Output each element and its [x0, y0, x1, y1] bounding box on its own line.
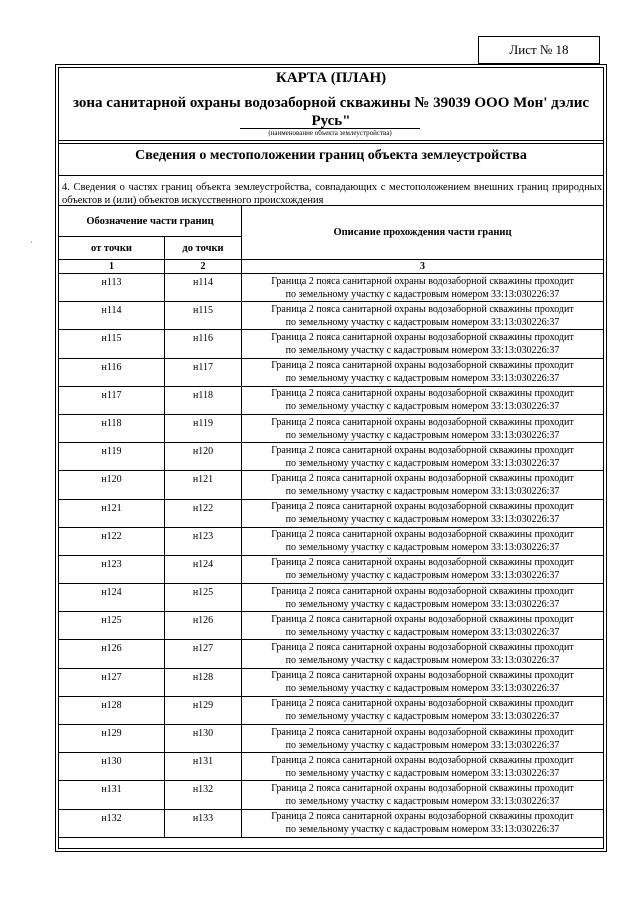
description-line-1: Граница 2 пояса санитарной охраны водозаборной скважины проходит [271, 726, 574, 738]
point-from: н114 [59, 302, 165, 330]
description-line-1: Граница 2 пояса санитарной охраны водозаборной скважины проходит [271, 360, 574, 372]
boundary-description [242, 612, 604, 640]
table-row [59, 330, 604, 358]
table-row [59, 696, 604, 724]
description-line-1: Граница 2 пояса санитарной охраны водозаборной скважины проходит [271, 275, 574, 287]
table-row [59, 358, 604, 386]
point-to: н128 [165, 668, 242, 696]
margin-mark: ˙ [30, 240, 33, 250]
boundary-table [58, 205, 604, 838]
section-title: Сведения о местоположении границ объекта землеустройства [135, 148, 527, 163]
boundary-description [242, 302, 604, 330]
description-line-1: Граница 2 пояса санитарной охраны водозаборной скважины проходит [271, 698, 574, 710]
point-to: н123 [165, 527, 242, 555]
point-to: н122 [165, 499, 242, 527]
table-row [59, 499, 604, 527]
divider-top-double [58, 143, 604, 144]
boundary-description [242, 668, 604, 696]
description-line-2: по земельному участку с кадастровым номером 33:13:030226:37 [285, 739, 560, 751]
point-from: н128 [59, 696, 165, 724]
point-from: н132 [59, 809, 165, 837]
divider-top [58, 140, 604, 141]
description-line-1: Граница 2 пояса санитарной охраны водозаборной скважины проходит [271, 501, 574, 513]
table-row [59, 668, 604, 696]
column-number-2: 2 [165, 260, 242, 274]
description-line-2: по земельному участку с кадастровым номером 33:13:030226:37 [285, 795, 560, 807]
sheet-number: Лист № 18 [478, 36, 600, 64]
point-from: н127 [59, 668, 165, 696]
point-to: н116 [165, 330, 242, 358]
description-line-1: Граница 2 пояса санитарной охраны водозаборной скважины проходит [271, 670, 574, 682]
point-to: н121 [165, 471, 242, 499]
description-line-2: по земельному участку с кадастровым номером 33:13:030226:37 [285, 542, 560, 554]
point-to: н117 [165, 358, 242, 386]
point-from: н115 [59, 330, 165, 358]
point-from: н124 [59, 584, 165, 612]
point-to: н127 [165, 640, 242, 668]
header-description: Описание прохождения части границ [242, 206, 604, 260]
description-line-1: Граница 2 пояса санитарной охраны водозаборной скважины проходит [271, 585, 574, 597]
point-to: н115 [165, 302, 242, 330]
table-row [59, 471, 604, 499]
section-description: 4. Сведения о частях границ объекта землеустройства, совпадающих с местоположением внешних границ природных объектов и (или) объектов искусственного происхождения [62, 182, 602, 206]
table-row [59, 584, 604, 612]
boundary-description [242, 527, 604, 555]
point-from: н131 [59, 781, 165, 809]
point-from: н122 [59, 527, 165, 555]
description-line-2: по земельному участку с кадастровым номером 33:13:030226:37 [285, 626, 560, 638]
table-row [59, 753, 604, 781]
description-line-2: по земельному участку с кадастровым номером 33:13:030226:37 [285, 429, 560, 441]
description-line-2: по земельному участку с кадастровым номером 33:13:030226:37 [285, 316, 560, 328]
point-to: н132 [165, 781, 242, 809]
boundary-description [242, 584, 604, 612]
table-row [59, 386, 604, 414]
point-to: н124 [165, 555, 242, 583]
description-line-2: по земельному участку с кадастровым номером 33:13:030226:37 [285, 344, 560, 356]
point-to: н114 [165, 274, 242, 302]
point-to: н120 [165, 443, 242, 471]
boundary-description [242, 414, 604, 442]
point-from: н121 [59, 499, 165, 527]
point-to: н118 [165, 386, 242, 414]
description-line-1: Граница 2 пояса санитарной охраны водозаборной скважины проходит [271, 811, 574, 823]
description-line-1: Граница 2 пояса санитарной охраны водозаборной скважины проходит [271, 782, 574, 794]
description-line-2: по земельному участку с кадастровым номером 33:13:030226:37 [285, 401, 560, 413]
description-line-2: по земельному участку с кадастровым номером 33:13:030226:37 [285, 288, 560, 300]
description-line-1: Граница 2 пояса санитарной охраны водозаборной скважины проходит [271, 444, 574, 456]
table-row [59, 302, 604, 330]
point-from: н125 [59, 612, 165, 640]
object-caption: (наименование объекта землеустройства) [240, 128, 420, 137]
boundary-description [242, 358, 604, 386]
description-line-2: по земельному участку с кадастровым номером 33:13:030226:37 [285, 683, 560, 695]
point-to: н130 [165, 725, 242, 753]
point-from: н116 [59, 358, 165, 386]
description-line-2: по земельному участку с кадастровым номером 33:13:030226:37 [285, 767, 560, 779]
boundary-description [242, 274, 604, 302]
description-line-1: Граница 2 пояса санитарной охраны водозаборной скважины проходит [271, 529, 574, 541]
description-line-2: по земельному участку с кадастровым номером 33:13:030226:37 [285, 655, 560, 667]
description-line-2: по земельному участку с кадастровым номером 33:13:030226:37 [285, 824, 560, 836]
point-from: н113 [59, 274, 165, 302]
table-row [59, 555, 604, 583]
table-row [59, 781, 604, 809]
header-from: от точки [59, 237, 165, 260]
column-number-1: 1 [59, 260, 165, 274]
description-line-2: по земельному участку с кадастровым номером 33:13:030226:37 [285, 514, 560, 526]
description-line-2: по земельному участку с кадастровым номером 33:13:030226:37 [285, 570, 560, 582]
description-line-1: Граница 2 пояса санитарной охраны водозаборной скважины проходит [271, 303, 574, 315]
description-line-2: по земельному участку с кадастровым номером 33:13:030226:37 [285, 457, 560, 469]
document-subtitle: зона санитарной охраны водозаборной скважины № 39039 ООО Мон' дэлис Русь" [72, 95, 590, 129]
description-line-1: Граница 2 пояса санитарной охраны водозаборной скважины проходит [271, 416, 574, 428]
boundary-description [242, 809, 604, 837]
point-to: н133 [165, 809, 242, 837]
description-line-2: по земельному участку с кадастровым номером 33:13:030226:37 [285, 711, 560, 723]
table-row [59, 809, 604, 837]
point-from: н120 [59, 471, 165, 499]
divider-section [58, 175, 604, 176]
point-to: н131 [165, 753, 242, 781]
point-to: н125 [165, 584, 242, 612]
boundary-description [242, 696, 604, 724]
point-from: н117 [59, 386, 165, 414]
boundary-description [242, 781, 604, 809]
boundary-description [242, 725, 604, 753]
description-line-1: Граница 2 пояса санитарной охраны водозаборной скважины проходит [271, 331, 574, 343]
point-from: н119 [59, 443, 165, 471]
boundary-description [242, 499, 604, 527]
table-row [59, 725, 604, 753]
boundary-description [242, 471, 604, 499]
description-line-2: по земельному участку с кадастровым номером 33:13:030226:37 [285, 373, 560, 385]
description-line-2: по земельному участку с кадастровым номером 33:13:030226:37 [285, 485, 560, 497]
point-to: н126 [165, 612, 242, 640]
description-line-1: Граница 2 пояса санитарной охраны водозаборной скважины проходит [271, 557, 574, 569]
boundary-description [242, 640, 604, 668]
boundary-description [242, 443, 604, 471]
point-from: н130 [59, 753, 165, 781]
point-from: н129 [59, 725, 165, 753]
description-line-1: Граница 2 пояса санитарной охраны водозаборной скважины проходит [271, 642, 574, 654]
point-from: н126 [59, 640, 165, 668]
table-row [59, 527, 604, 555]
header-to: до точки [165, 237, 242, 260]
table-row [59, 274, 604, 302]
boundary-description [242, 753, 604, 781]
document-title: КАРТА (ПЛАН) [275, 70, 387, 86]
table-row [59, 414, 604, 442]
point-from: н118 [59, 414, 165, 442]
point-from: н123 [59, 555, 165, 583]
description-line-2: по земельному участку с кадастровым номером 33:13:030226:37 [285, 598, 560, 610]
point-to: н129 [165, 696, 242, 724]
description-line-1: Граница 2 пояса санитарной охраны водозаборной скважины проходит [271, 754, 574, 766]
description-line-1: Граница 2 пояса санитарной охраны водозаборной скважины проходит [271, 613, 574, 625]
boundary-description [242, 555, 604, 583]
table-row [59, 443, 604, 471]
boundary-description [242, 386, 604, 414]
boundary-description [242, 330, 604, 358]
description-line-1: Граница 2 пояса санитарной охраны водозаборной скважины проходит [271, 388, 574, 400]
column-number-3: 3 [242, 260, 604, 274]
description-line-1: Граница 2 пояса санитарной охраны водозаборной скважины проходит [271, 472, 574, 484]
point-to: н119 [165, 414, 242, 442]
header-group: Обозначение части границ [59, 206, 242, 237]
table-row [59, 612, 604, 640]
table-row [59, 640, 604, 668]
